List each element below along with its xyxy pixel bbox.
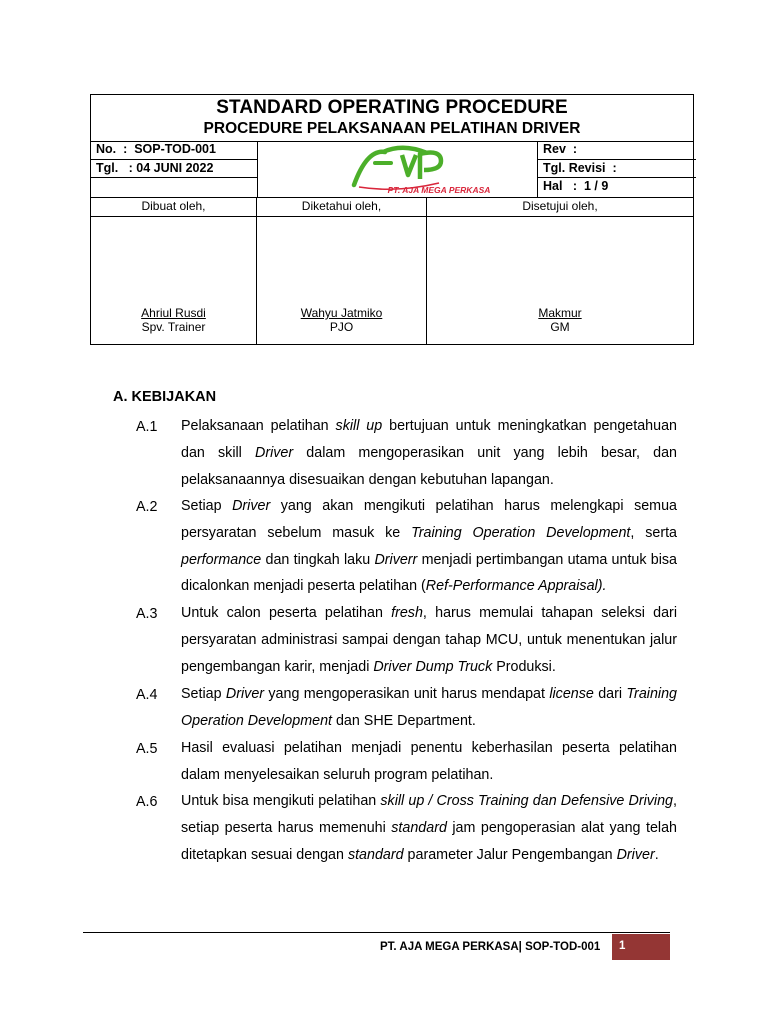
item-text: Setiap Driver yang mengoperasikan unit harus mendapat license dari Training Operation Development dan SHE Department. (181, 686, 677, 729)
title-block (91, 95, 693, 142)
sop-header-table (90, 94, 694, 345)
footer-rule (83, 932, 670, 933)
item-number: A.1 (136, 419, 158, 435)
page-count-field: Hal : 1 / 9 (543, 179, 609, 194)
signature-row (91, 216, 693, 344)
signature-preparer (91, 216, 257, 344)
logo-mark (354, 148, 441, 190)
signatory-position: PJO (329, 320, 354, 334)
logo-company-name: PT. AJA MEGA PERKASA (387, 185, 491, 195)
item-text: Untuk bisa mengikuti pelatihan skill up / Cross Training dan Defensive Driving, setiap peserta harus memenuhi standard jam pengoperasian alat yang telah ditetapkan sesuai dengan standard parameter Jalur Pengembangan Driver. (181, 793, 677, 863)
approved-by-label: Disetujui oleh, (522, 199, 598, 213)
item-text: Untuk calon peserta pelatihan fresh, harus memulai tahapan seleksi dari persyaratan administrasi sampai dengan tahap MCU, untuk menentukan jalur pengembangan karir, menjadi Driver Dump Truck Produksi. (181, 605, 677, 675)
document-info-left (91, 141, 258, 197)
company-logo (257, 143, 537, 195)
info-row (91, 141, 693, 198)
item-number: A.4 (136, 687, 158, 703)
item-text: Hasil evaluasi pelatihan menjadi penentu keberhasilan peserta pelatihan dalam menyelesaikan seluruh program pelatihan. (181, 740, 677, 783)
signatory-position: Spv. Trainer (141, 320, 206, 334)
signature-approver (427, 216, 693, 344)
signatory-name: Ahriul Rusdi (141, 306, 206, 320)
footer-text: PT. AJA MEGA PERKASA| SOP-TOD-001 (380, 941, 601, 953)
signatory-position: GM (550, 320, 570, 334)
item-text: Pelaksanaan pelatihan skill up bertujuan untuk meningkatkan pengetahuan dan skill Driver dalam mengoperasikan unit yang lebih besar, dan pelaksanaannya disesuaikan dengan kebutuhan lapangan. (181, 418, 677, 488)
signatory-name: Makmur (538, 306, 582, 320)
document-info-right (537, 141, 696, 197)
empty-info-cell (91, 178, 257, 197)
section-title: A. KEBIJAKAN (113, 389, 217, 405)
item-number: A.6 (136, 794, 158, 810)
document-subtitle: PROCEDURE PELAKSANAAN PELATIHAN DRIVER (203, 120, 581, 137)
signature-acknowledger (257, 216, 427, 344)
logo-cell (257, 141, 537, 197)
document-number: No. : SOP-TOD-001 (91, 141, 257, 160)
item-number: A.2 (136, 499, 158, 515)
document-date: Tgl. : 04 JUNI 2022 (91, 160, 257, 179)
document-title: STANDARD OPERATING PROCEDURE (216, 97, 568, 118)
page-number: 1 (612, 934, 670, 960)
revision-date-field: Tgl. Revisi : (538, 160, 696, 179)
signatory-name: Wahyu Jatmiko (300, 306, 383, 320)
signature-header-row (91, 197, 693, 217)
revision-field: Rev : (538, 141, 696, 160)
prepared-by-label: Dibuat oleh, (91, 197, 257, 216)
item-text: Setiap Driver yang akan mengikuti pelatihan harus melengkapi semua persyaratan sebelum masuk ke Training Operation Development, serta performance dan tingkah laku Driverr menjadi pertimbangan utama untuk bisa dicalonkan menjadi peserta pelatihan (Ref-Performance Appraisal). (181, 498, 678, 595)
item-number: A.3 (136, 606, 158, 622)
acknowledged-by-label: Diketahui oleh, (257, 197, 427, 216)
item-number: A.5 (136, 741, 158, 757)
